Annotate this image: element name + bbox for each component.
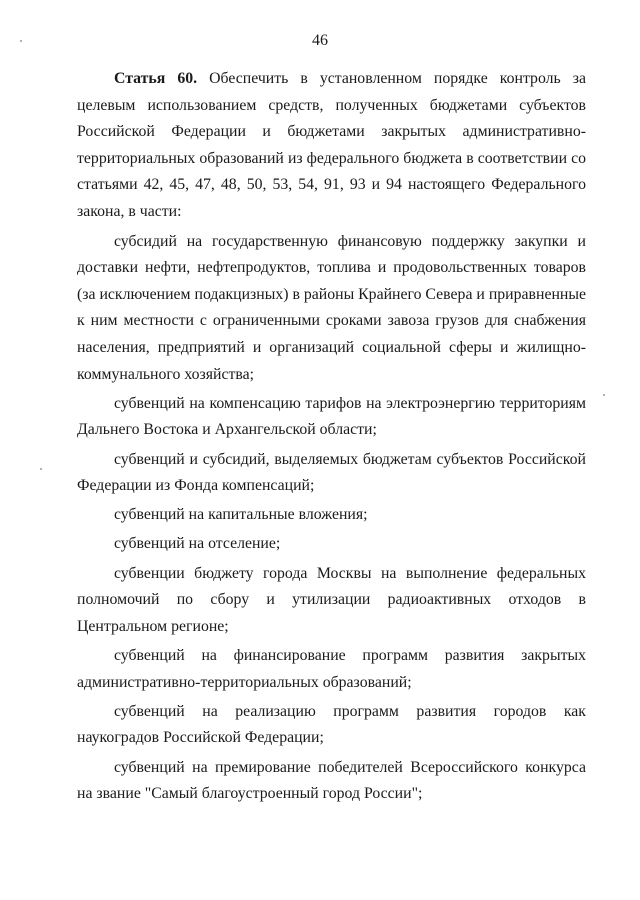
list-item: субвенций и субсидий, выделяемых бюджетам субъектов Российской Федерации из Фонда компенсаций; <box>77 450 586 495</box>
document-body <box>77 66 586 810</box>
list-item: субвенций на отселение; <box>114 535 281 553</box>
scan-artifact-dot <box>603 394 605 396</box>
scan-artifact-dot <box>40 468 42 470</box>
list-item: субвенций на премирование победителей Всероссийского конкурса на звание "Самый благоустроенный город России"; <box>77 758 586 803</box>
list-item: субвенций на реализацию программ развития городов как наукоградов Российской Федерации; <box>77 702 586 747</box>
list-item: субсидий на государственную финансовую поддержку закупки и доставки нефти, нефтепродуктов, топлива и продовольственных товаров (за исключением подакцизных) в районы Крайнего Севера и приравненные к ним местности с ограниченными сроками завоза грузов для снабжения населения, предприятий и организаций социальной сферы и жилищно-коммунального хозяйства; <box>77 232 586 383</box>
list-item: субвенций на капитальные вложения; <box>114 506 368 524</box>
page-number: 46 <box>312 32 328 49</box>
article-heading: Статья 60. <box>114 70 198 87</box>
list-item: субвенций на компенсацию тарифов на электроэнергию территориям Дальнего Востока и Архангельской области; <box>77 394 586 439</box>
list-item: субвенций на финансирование программ развития закрытых административно-территориальных образований; <box>77 647 586 691</box>
article-60-paragraph <box>77 66 586 226</box>
scan-artifact-dot <box>20 40 22 42</box>
article-text: Обеспечить в установленном порядке контроль за целевым использованием средств, полученных бюджетами субъектов Российской Федерации и бюджетами закрытых административно-территориальных образований из федерального бюджета в соответствии со статьями 42, 45, 47, 48, 50, 53, 54, 91, 93 и 94 настоящего Федерального закона, в части: <box>77 70 587 220</box>
list-item: субвенции бюджету города Москвы на выполнение федеральных полномочий по сбору и утилизации радиоактивных отходов в Центральном регионе; <box>77 564 586 635</box>
